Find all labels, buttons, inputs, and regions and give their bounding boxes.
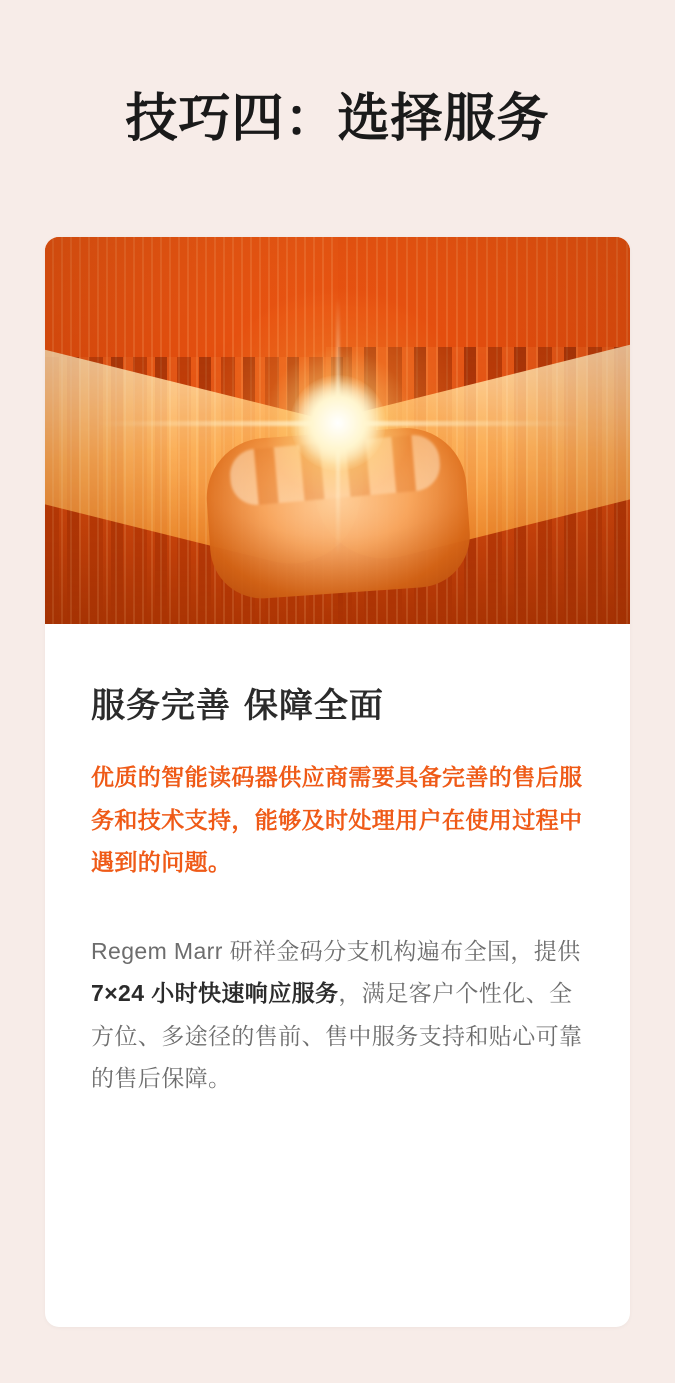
highlight-paragraph: 优质的智能读码器供应商需要具备完善的售后服务和技术支持，能够及时处理用户在使用过程中遇到的问题。 — [91, 764, 583, 876]
hero-image-handshake — [45, 237, 630, 624]
content-card — [45, 237, 630, 1327]
card-body — [45, 624, 630, 1100]
page-title: 技巧四：选择服务 — [125, 89, 550, 149]
body-paragraph — [91, 930, 584, 1100]
vignette-overlay — [45, 237, 630, 624]
section-subtitle: 服务完善 保障全面 — [91, 686, 384, 726]
body-paragraph-lead: Regem Marr 研祥金码分支机构遍布全国，提供 — [91, 937, 581, 964]
body-paragraph-tail: ，满足客户个性化、全方位、多途径的售前、售中服务支持和贴心可靠的售后保障。 — [91, 980, 583, 1092]
body-paragraph-emphasis: 7×24 小时快速响应服务 — [91, 980, 339, 1007]
